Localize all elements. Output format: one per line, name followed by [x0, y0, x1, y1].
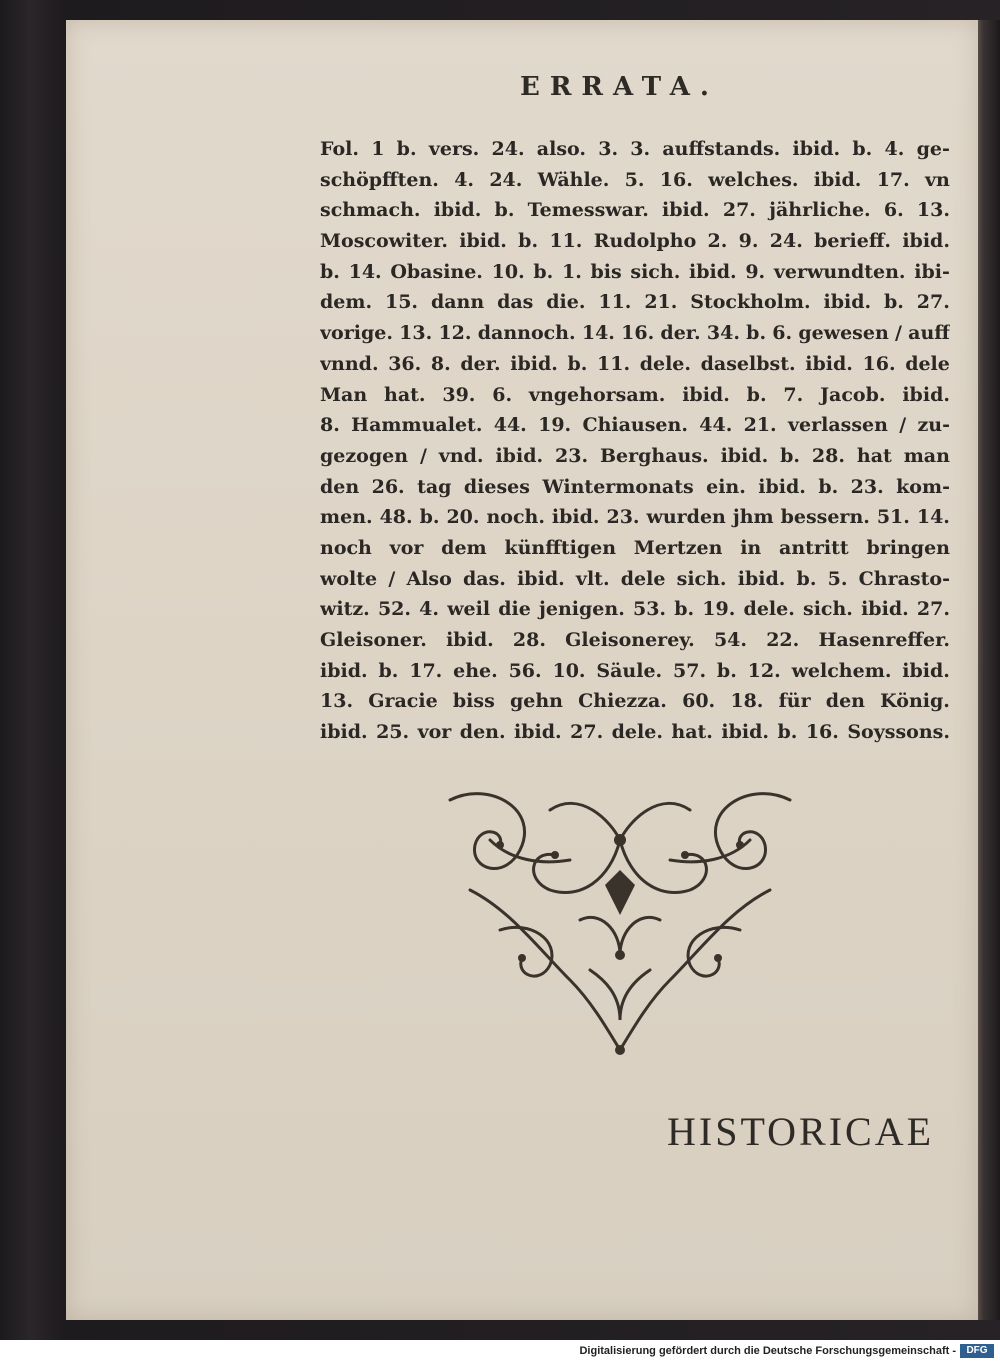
errata-line: dem. 15. dann das die. 11. 21. Stockholm. ibid. b. 27. — [320, 291, 950, 314]
footer-credit: Digitalisierung gefördert durch die Deutsche Forschungsgemeinschaft - — [579, 1345, 956, 1357]
errata-line: witz. 52. 4. weil die jenigen. 53. b. 19. dele. sich. ibid. 27. — [320, 598, 950, 621]
errata-line: ibid. b. 17. ehe. 56. 10. Säule. 57. b. 12. welchem. ibid. — [320, 659, 950, 682]
errata-line: Man hat. 39. 6. vngehorsam. ibid. b. 7. Jacob. ibid. — [320, 383, 950, 406]
catchword: HISTORICAE — [667, 1109, 935, 1154]
errata-line: Moscowiter. ibid. b. 11. Rudolpho 2. 9. 24. berieff. ibid. — [320, 230, 950, 253]
errata-text-block — [320, 134, 950, 744]
errata-line: 13. Gracie biss gehn Chiezza. 60. 18. für den König. — [320, 690, 950, 713]
errata-line: ibid. 25. vor den. ibid. 27. dele. hat. ibid. b. 16. Soyssons. — [320, 721, 950, 744]
errata-line: Fol. 1 b. vers. 24. also. 3. 3. auffstands. ibid. b. 4. ge- — [320, 138, 950, 160]
errata-line: gezogen / vnd. ibid. 23. Berghaus. ibid. b. 28. hat man — [320, 444, 950, 467]
errata-line: den 26. tag dieses Wintermonats ein. ibid. b. 23. kom- — [320, 475, 950, 498]
errata-line: schöpfften. 4. 24. Wähle. 5. 16. welches. ibid. 17. vn — [320, 168, 950, 191]
errata-line: vorige. 13. 12. dannoch. 14. 16. der. 34. b. 6. gewesen / auff — [320, 322, 950, 345]
errata-line: wolte / Also das. ibid. vlt. dele sich. ibid. b. 5. Chrasto- — [320, 567, 950, 590]
errata-line: b. 14. Obasine. 10. b. 1. bis sich. ibid. 9. verwundten. ibi- — [320, 260, 950, 283]
errata-line: vnnd. 36. 8. der. ibid. b. 11. dele. daselbst. ibid. 16. dele — [320, 352, 950, 375]
errata-line: schmach. ibid. b. Temesswar. ibid. 27. jährliche. 6. 13. — [320, 199, 950, 222]
errata-line: Gleisoner. ibid. 28. Gleisonerey. 54. 22. Hasenreffer. — [320, 629, 950, 651]
errata-line: noch vor dem künfftigen Mertzen in antritt bringen — [320, 536, 950, 559]
errata-heading: ERRATA. — [520, 72, 719, 102]
ornament-vignette-icon — [430, 780, 810, 1065]
errata-line: men. 48. b. 20. noch. ibid. 23. wurden jhm bessern. 51. 14. — [320, 506, 950, 529]
dfg-logo: DFG — [960, 1344, 994, 1358]
errata-line: 8. Hammualet. 44. 19. Chiausen. 44. 21. verlassen / zu- — [320, 414, 950, 437]
